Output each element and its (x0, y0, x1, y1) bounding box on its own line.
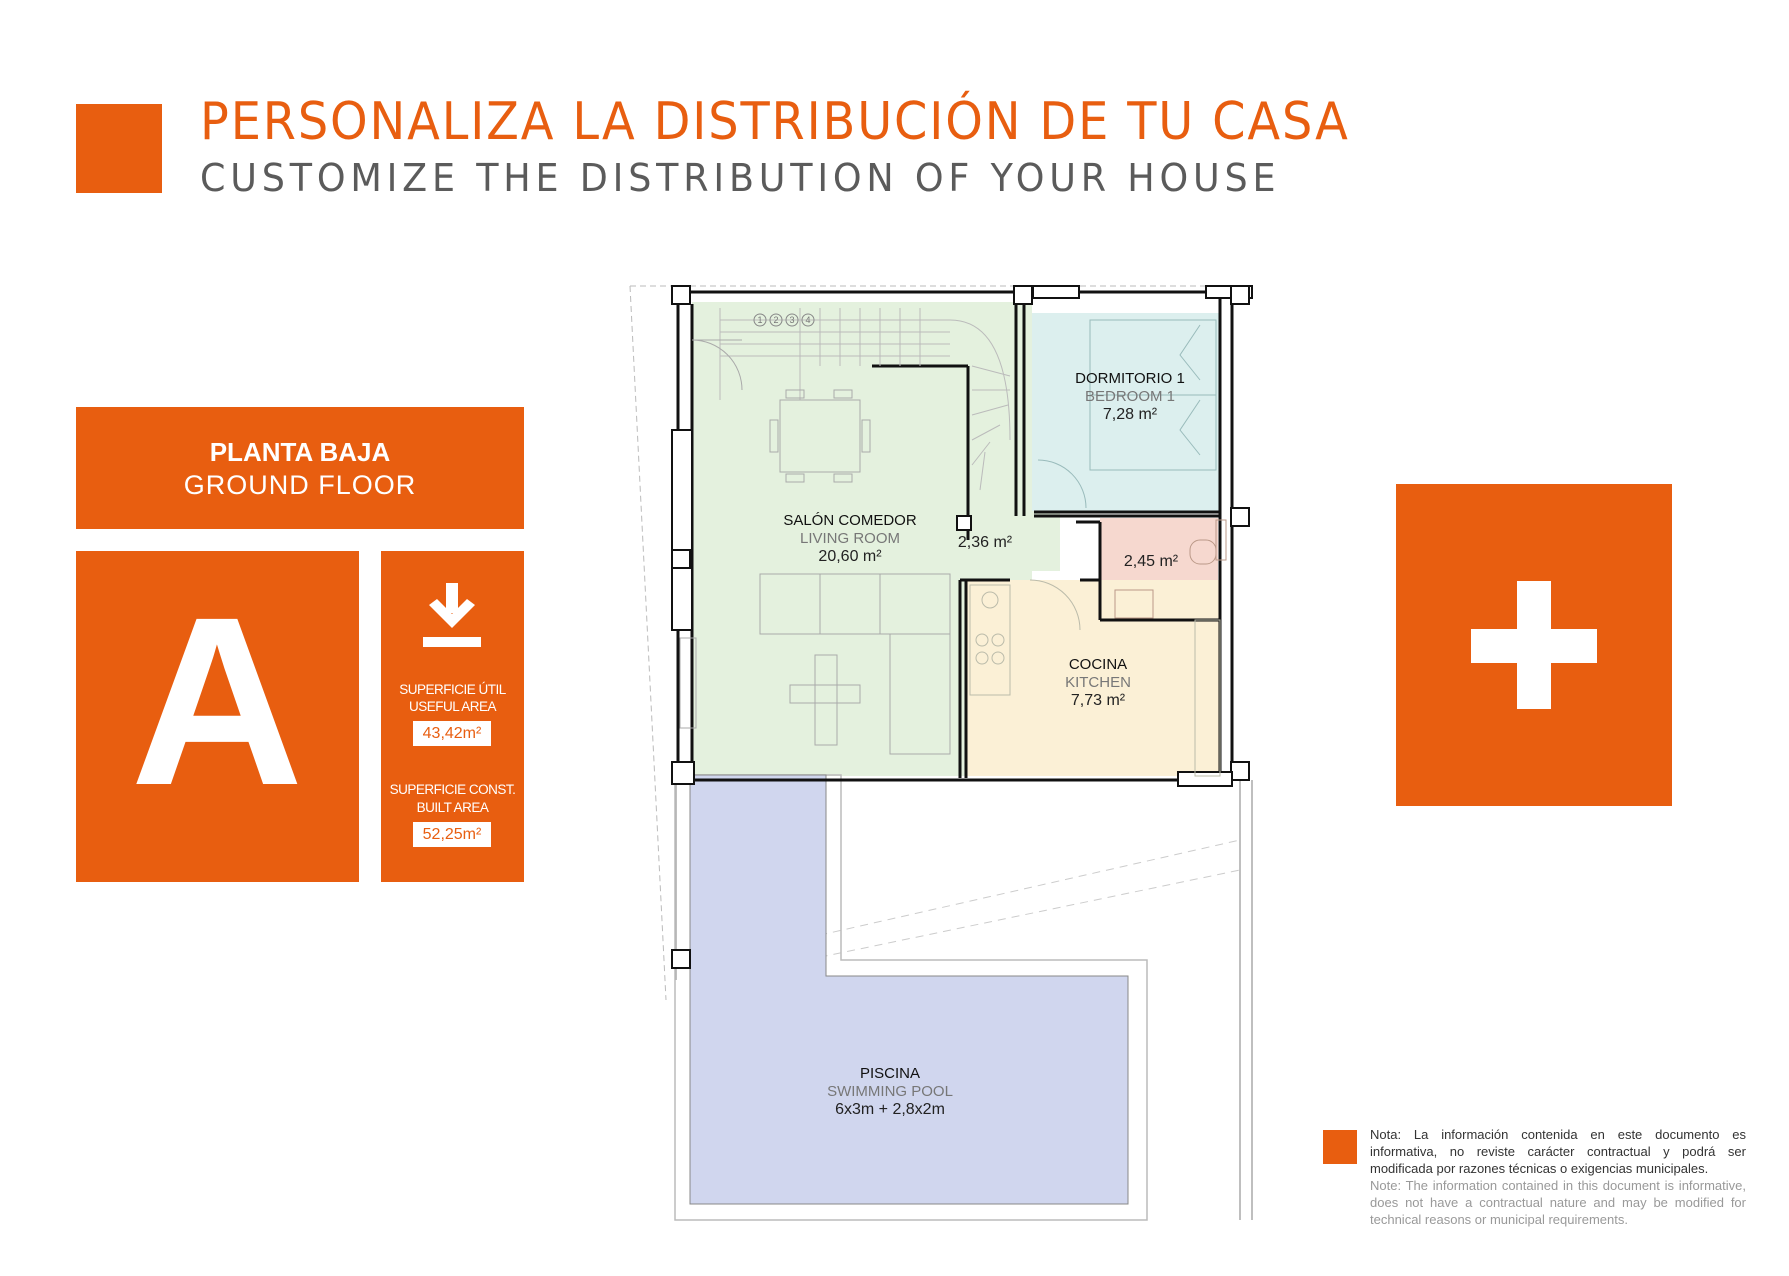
page-title: PERSONALIZA LA DISTRIBUCIÓN DE TU CASA (200, 92, 1350, 152)
bathroom-area-value: 2,45 m² (1123, 553, 1179, 570)
floor-plan (620, 280, 1280, 1240)
download-icon[interactable] (421, 583, 483, 649)
bedroom-label (1060, 370, 1200, 424)
pool-area (690, 775, 1128, 1204)
plus-icon (1396, 484, 1672, 806)
bedroom-area-value: 7,28 m² (1102, 406, 1158, 423)
living-room-area-value: 20,60 m² (818, 548, 882, 565)
floor-name-en: GROUND FLOOR (183, 470, 417, 500)
hall-area-value: 2,36 m² (957, 534, 1013, 551)
pool-name-en: SWIMMING POOL (827, 1083, 953, 1100)
living-room-label (770, 512, 930, 566)
built-area-label-en: BUILT AREA (416, 800, 489, 815)
living-room-name-en: LIVING ROOM (799, 530, 900, 547)
stair-step-1: 1 (757, 315, 763, 325)
useful-area-label-en: USEFUL AREA (408, 699, 497, 714)
type-letter-graphic (76, 551, 359, 882)
brand-square (76, 104, 162, 193)
kitchen-area-value: 7,73 m² (1070, 692, 1126, 709)
stair-step-2: 2 (773, 315, 779, 325)
kitchen-name-es: COCINA (1068, 656, 1128, 673)
note-marker (1323, 1130, 1357, 1164)
next-floor-button[interactable] (1396, 484, 1672, 806)
floor-banner (76, 407, 524, 529)
stair-step-4: 4 (805, 315, 811, 325)
living-room-name-es: SALÓN COMEDOR (783, 512, 917, 529)
built-area-label-es: SUPERFICIE CONST. (389, 782, 516, 797)
floor-name-es: PLANTA BAJA (209, 437, 391, 467)
built-area-value: 52,25m² (413, 822, 491, 847)
bathroom-label (1106, 553, 1196, 571)
kitchen-label (1038, 656, 1158, 710)
house-type-tile (76, 551, 359, 882)
hall-label (940, 534, 1030, 552)
bedroom-name-es: DORMITORIO 1 (1075, 370, 1185, 387)
useful-area-label-es: SUPERFICIE ÚTIL (399, 682, 506, 697)
area-tile (381, 551, 524, 882)
stair-step-3: 3 (789, 315, 795, 325)
bedroom-name-en: BEDROOM 1 (1084, 388, 1175, 405)
type-letter: A (130, 567, 304, 835)
kitchen-name-en: KITCHEN (1065, 674, 1131, 691)
pool-label (810, 1065, 970, 1119)
disclaimer-note (1370, 1126, 1746, 1228)
note-en: Note: The information contained in this document is informative, does not have a contractual nature and may be modified for technical reasons or municipal requirements. (1370, 1178, 1746, 1227)
pool-name-es: PISCINA (859, 1065, 920, 1082)
page-subtitle: CUSTOMIZE THE DISTRIBUTION OF YOUR HOUSE (200, 156, 1281, 200)
pool-area-value: 6x3m + 2,8x2m (835, 1101, 945, 1118)
useful-area-value: 43,42m² (413, 721, 491, 746)
note-es: Nota: La información contenida en este documento es informativa, no reviste carácter contractual y podrá ser modificada por razones técnicas o exigencias municipales. (1370, 1127, 1746, 1176)
